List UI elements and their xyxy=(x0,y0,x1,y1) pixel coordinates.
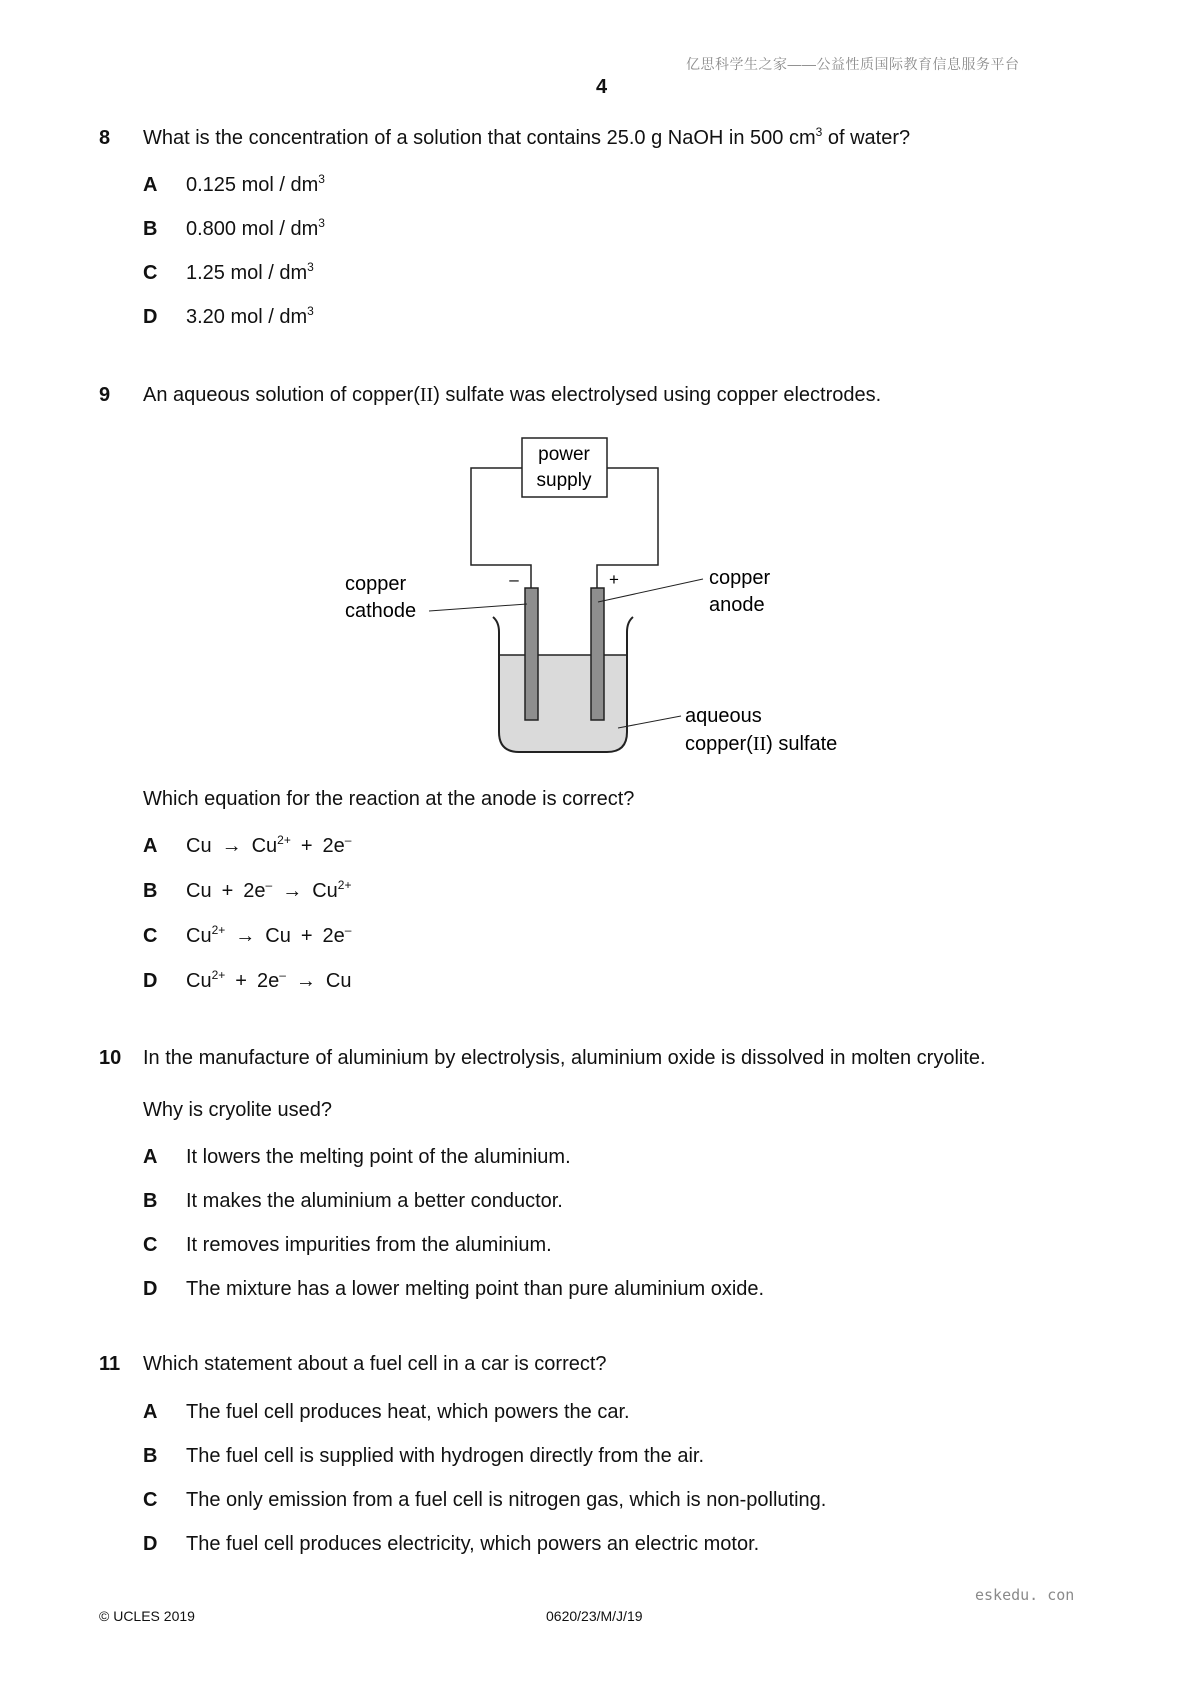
question-11-option-a[interactable] xyxy=(143,1401,630,1424)
option-letter: D xyxy=(143,306,158,328)
question-11-text: Which statement about a fuel cell in a car is correct? xyxy=(143,1353,607,1375)
option-value: 3.20 mol / $dm^3$ xyxy=(186,304,314,328)
solution xyxy=(498,655,628,752)
question-9-option-a[interactable] xyxy=(143,835,351,858)
equation: $Cu + 2e^- \to Cu^{2+}$ xyxy=(186,878,352,902)
solution-label-2: copper(II) sulfate xyxy=(685,733,838,755)
option-letter: B xyxy=(143,1445,158,1467)
watermark-footer: eskedu. con xyxy=(975,1586,1075,1604)
question-9-text: An aqueous solution of copper(II) sulfate was electrolysed using copper electrodes. xyxy=(143,384,882,406)
cathode-label-2: cathode xyxy=(345,600,417,622)
question-10-option-a[interactable] xyxy=(143,1146,571,1169)
paper-code: 0620/23/M/J/19 xyxy=(546,1608,643,1624)
option-text: The fuel cell produces heat, which powers the car. xyxy=(186,1401,630,1423)
option-letter: C xyxy=(143,925,158,947)
power-supply-label-2: supply xyxy=(536,470,592,491)
cathode-leader xyxy=(429,604,527,611)
question-9-prompt: Which equation for the reaction at the anode is correct? xyxy=(143,788,635,810)
option-text: The fuel cell is supplied with hydrogen directly from the air. xyxy=(186,1445,705,1467)
question-10-option-d[interactable] xyxy=(143,1278,764,1301)
question-9-option-b[interactable] xyxy=(143,880,351,903)
equation: $Cu^{2+} + 2e^- \to Cu$ xyxy=(186,968,352,992)
option-value: 0.800 mol / $dm^3$ xyxy=(186,216,325,240)
equation: $Cu^{2+} \to Cu + 2e^-$ xyxy=(186,923,352,947)
question-9-option-d[interactable] xyxy=(143,970,351,993)
copyright: © UCLES 2019 xyxy=(99,1608,195,1624)
option-text: It lowers the melting point of the aluminium. xyxy=(186,1146,571,1168)
option-letter: B xyxy=(143,880,158,902)
question-10-text: In the manufacture of aluminium by electrolysis, aluminium oxide is dissolved in molten cryolite. xyxy=(143,1047,986,1069)
option-letter: C xyxy=(143,1234,158,1256)
anode-label-2: anode xyxy=(709,594,765,616)
question-11-option-d[interactable] xyxy=(143,1533,759,1556)
option-text: It makes the aluminium a better conductor. xyxy=(186,1190,563,1212)
option-letter: D xyxy=(143,1533,158,1555)
solution-label-1: aqueous xyxy=(685,705,762,727)
question-9-option-c[interactable] xyxy=(143,925,351,948)
question-10-number: 10 xyxy=(99,1047,122,1069)
minus-sign: – xyxy=(509,570,519,589)
question-10-option-b[interactable] xyxy=(143,1190,563,1213)
page-number: 4 xyxy=(596,76,608,98)
option-value: 0.125 mol / $dm^3$ xyxy=(186,172,325,196)
watermark-header: 亿思科学生之家——公益性质国际教育信息服务平台 xyxy=(686,56,1020,72)
option-value: 1.25 mol / $dm^3$ xyxy=(186,260,314,284)
option-letter: C xyxy=(143,1489,158,1511)
option-letter: D xyxy=(143,1278,158,1300)
option-letter: A xyxy=(143,174,158,196)
option-text: The only emission from a fuel cell is nitrogen gas, which is non-polluting. xyxy=(186,1489,827,1511)
copper-anode xyxy=(591,588,604,720)
option-letter: A xyxy=(143,835,158,857)
question-8-text: What is the concentration of a solution that contains 25.0 g NaOH in 500 $cm^3$ of water? xyxy=(143,125,911,149)
option-letter: A xyxy=(143,1146,158,1168)
question-9-number: 9 xyxy=(99,384,111,406)
plus-sign: + xyxy=(609,570,619,589)
option-letter: B xyxy=(143,1190,158,1212)
copper-cathode xyxy=(525,588,538,720)
question-11-option-b[interactable] xyxy=(143,1445,704,1468)
question-10-option-c[interactable] xyxy=(143,1234,552,1257)
anode-label-1: copper xyxy=(709,567,771,589)
cathode-label-1: copper xyxy=(345,573,407,595)
option-text: The mixture has a lower melting point than pure aluminium oxide. xyxy=(186,1278,765,1300)
option-letter: D xyxy=(143,970,158,992)
question-8-number: 8 xyxy=(99,127,111,149)
option-letter: B xyxy=(143,218,158,240)
option-text: It removes impurities from the aluminium. xyxy=(186,1234,552,1256)
option-text: The fuel cell produces electricity, which powers an electric motor. xyxy=(186,1533,760,1555)
option-letter: A xyxy=(143,1401,158,1423)
question-11-number: 11 xyxy=(99,1353,121,1375)
question-10-prompt: Why is cryolite used? xyxy=(143,1099,332,1121)
equation: $Cu \to Cu^{2+} + 2e^-$ xyxy=(186,833,352,857)
option-letter: C xyxy=(143,262,158,284)
power-supply-label-1: power xyxy=(538,444,590,465)
question-11-option-c[interactable] xyxy=(143,1489,826,1512)
